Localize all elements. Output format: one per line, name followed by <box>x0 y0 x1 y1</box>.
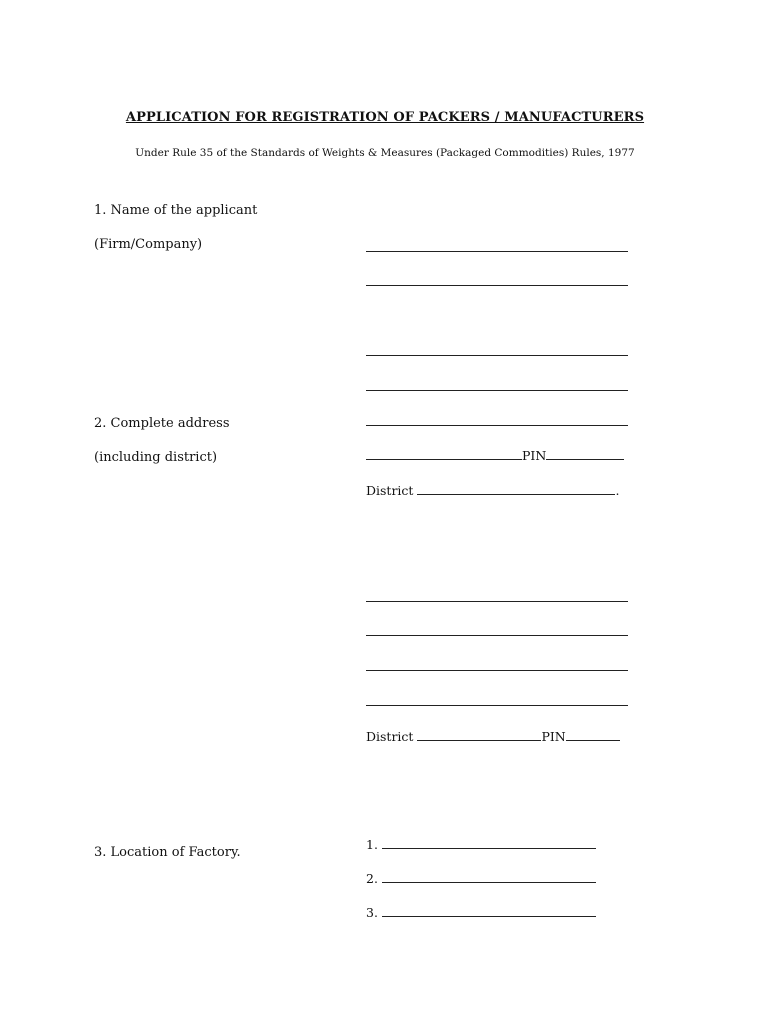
address-field-3[interactable] <box>366 414 628 429</box>
applicant-name-field-1[interactable] <box>366 240 628 255</box>
pin-label: PIN <box>522 448 547 463</box>
applicant-name-label: 1. Name of the applicant <box>94 203 258 218</box>
pin-field[interactable] <box>546 449 624 460</box>
address-pin-row <box>366 448 624 463</box>
address-sublabel: (including district) <box>94 450 218 465</box>
pin-field-2[interactable] <box>566 730 620 741</box>
applicant-type-label: (Firm/Company) <box>94 237 203 252</box>
pin-label-2: PIN <box>541 729 566 744</box>
address-label: 2. Complete address <box>94 416 230 431</box>
factory-location-item-2 <box>366 871 596 886</box>
district-period: . <box>615 483 620 498</box>
factory-address-field-3[interactable] <box>366 659 628 674</box>
factory-location-field-3[interactable] <box>382 906 596 917</box>
district-label: District <box>366 483 414 498</box>
district-row <box>366 483 619 498</box>
item-number-3: 3. <box>366 905 378 920</box>
factory-location-field-1[interactable] <box>382 838 596 849</box>
address-field-1[interactable] <box>366 344 628 359</box>
form-title: APPLICATION FOR REGISTRATION OF PACKERS / MANUFACTURERS <box>125 110 645 125</box>
district-pin-row <box>366 729 620 744</box>
factory-address-field-1[interactable] <box>366 590 628 605</box>
district-field[interactable] <box>417 484 615 495</box>
address-field-4[interactable] <box>366 449 522 460</box>
factory-location-item-1 <box>366 837 596 852</box>
factory-address-field-4[interactable] <box>366 694 628 709</box>
item-number-1: 1. <box>366 837 378 852</box>
factory-address-field-2[interactable] <box>366 624 628 639</box>
district-label-2: District <box>366 729 414 744</box>
form-subtitle: Under Rule 35 of the Standards of Weights & Measures (Packaged Commodities) Rules, 1977 <box>135 147 635 159</box>
item-number-2: 2. <box>366 871 378 886</box>
address-field-2[interactable] <box>366 379 628 394</box>
factory-location-item-3 <box>366 905 596 920</box>
applicant-name-field-2[interactable] <box>366 274 628 289</box>
factory-location-field-2[interactable] <box>382 872 596 883</box>
district-field-2[interactable] <box>417 730 541 741</box>
factory-location-label: 3. Location of Factory. <box>94 845 241 860</box>
